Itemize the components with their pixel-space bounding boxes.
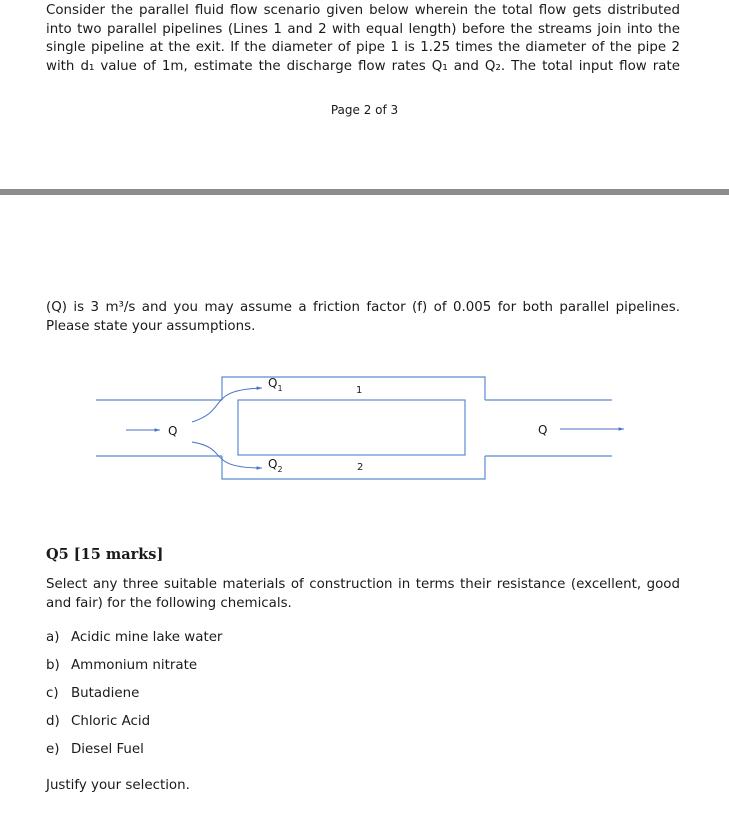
text-line: Consider the parallel fluid flow scenario given below wherein the total flow gets distributed	[46, 3, 680, 18]
text-line: with d₁ value of 1m, estimate the discharge flow rates Q₁ and Q₂. The total input flow rate	[46, 58, 680, 74]
line2-label: 2	[357, 462, 364, 473]
list-item	[46, 742, 144, 757]
problem-intro-paragraph	[46, 2, 680, 76]
problem-continued-paragraph	[46, 299, 680, 336]
list-item-text: Butadiene	[71, 686, 140, 701]
list-item	[46, 714, 150, 729]
list-item	[46, 630, 222, 645]
q5-question	[46, 576, 680, 613]
list-item	[46, 658, 197, 673]
outlet-flow-label: Q	[538, 423, 548, 437]
list-item	[46, 686, 139, 701]
branch1-flow-arrow	[192, 388, 262, 422]
q5-heading: Q5 [15 marks]	[46, 546, 164, 563]
inlet-flow-label: Q	[168, 424, 178, 438]
text-line: (Q) is 3 m³/s and you may assume a friction factor (f) of 0.005 for both parallel pipelines.	[46, 300, 680, 315]
page-number: Page 2 of 3	[330, 103, 399, 117]
list-item-text: Ammonium nitrate	[71, 658, 198, 673]
list-item-letter: a)	[46, 630, 60, 645]
branch1-flow-label: $Q_1$	[268, 376, 283, 393]
list-item-letter: e)	[46, 742, 60, 757]
list-item-text: Chloric Acid	[71, 714, 151, 729]
pipe-inner-block	[238, 400, 465, 455]
text-line: and fair) for the following chemicals.	[46, 595, 292, 611]
parallel-pipe-diagram	[0, 370, 729, 490]
text-line: Please state your assumptions.	[46, 318, 256, 334]
list-item-letter: c)	[46, 686, 59, 701]
text-line: Select any three suitable materials of construction in terms their resistance (excellent, good	[46, 577, 680, 592]
list-item-letter: b)	[46, 658, 60, 673]
q5-footer: Justify your selection.	[46, 778, 190, 793]
text-line: into two parallel pipelines (Lines 1 and 2 with equal length) before the streams join into the	[46, 21, 680, 37]
branch2-flow-label: $Q_2$	[268, 457, 283, 474]
text-line: single pipeline at the exit. If the diameter of pipe 1 is 1.25 times the diameter of the pipe 2	[46, 40, 680, 56]
list-item-text: Acidic mine lake water	[71, 630, 223, 645]
line1-label: 1	[356, 385, 363, 396]
list-item-text: Diesel Fuel	[71, 742, 144, 757]
list-item-letter: d)	[46, 714, 60, 729]
page-divider	[0, 189, 729, 195]
